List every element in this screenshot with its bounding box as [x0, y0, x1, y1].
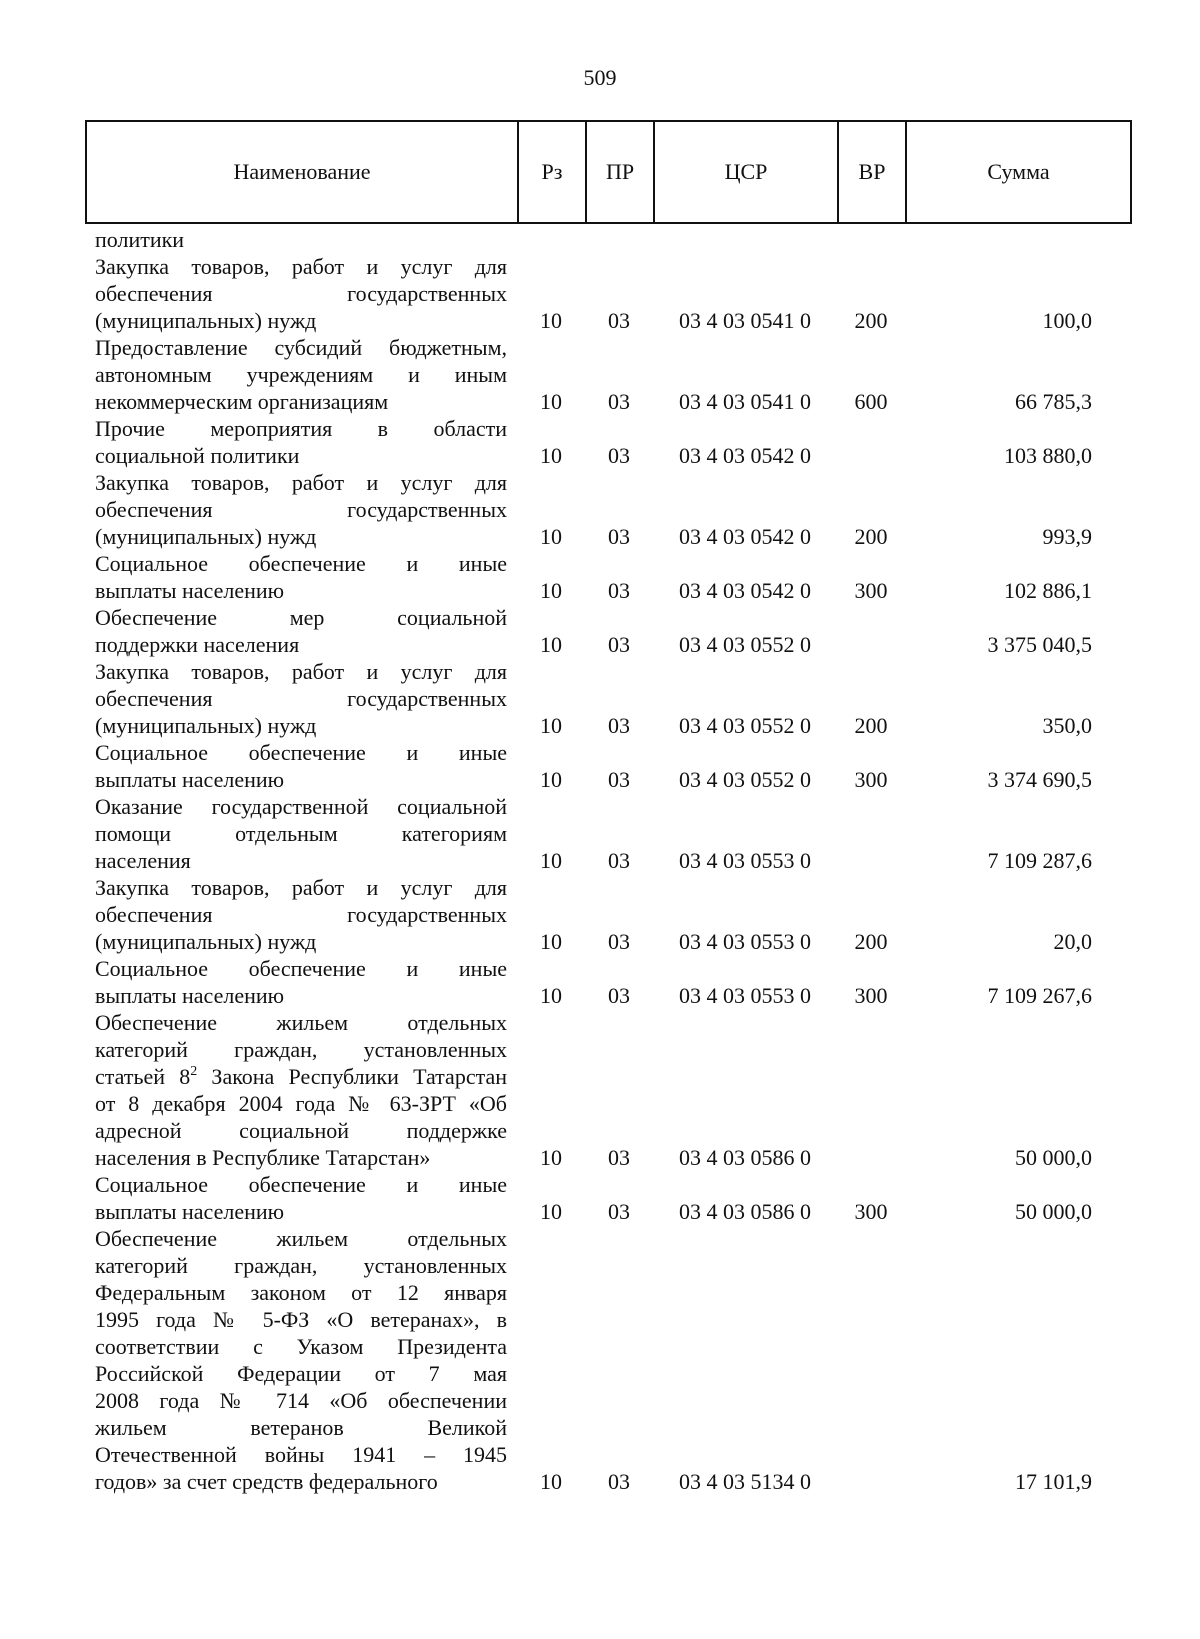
table-header	[85, 120, 1132, 224]
row-name-line: Социальное обеспечение и иные	[95, 740, 507, 765]
row-rz	[517, 226, 585, 253]
row-name-line: населения в Республике Татарстан»	[95, 1145, 431, 1170]
row-sum: 100,0	[1042, 308, 1092, 333]
row-name-line: Предоставление субсидий бюджетным,	[95, 335, 507, 360]
row-vr	[837, 415, 905, 469]
row-pr	[585, 226, 653, 253]
table-row	[85, 1225, 1130, 1495]
row-sum: 103 880,0	[1004, 443, 1092, 468]
row-rz: 10	[540, 848, 562, 873]
row-csr	[653, 226, 837, 253]
row-name-line: (муниципальных) нужд	[95, 524, 317, 549]
table-row	[85, 793, 1130, 874]
row-name-text: Закона Республики Татарстан	[197, 1064, 507, 1089]
row-name	[85, 955, 517, 1009]
row-sum: 7 109 287,6	[987, 848, 1092, 873]
row-name	[85, 1009, 517, 1171]
row-csr: 03 4 03 0542 0	[679, 578, 811, 603]
table-row	[85, 253, 1130, 334]
row-name	[85, 793, 517, 874]
row-name	[85, 1171, 517, 1225]
row-rz: 10	[540, 1145, 562, 1170]
row-name-line: категорий граждан, установленных	[95, 1253, 507, 1278]
table-row	[85, 874, 1130, 955]
row-sum: 350,0	[1042, 713, 1092, 738]
row-vr: 200	[854, 713, 888, 738]
row-name-line: обеспечения государственных	[95, 497, 507, 522]
row-name-text: статьей 8	[95, 1064, 191, 1089]
row-name-line: автономным учреждениям и иным	[95, 362, 507, 387]
column-header-rz: Рз	[518, 121, 586, 223]
row-name-line: Социальное обеспечение и иные	[95, 1172, 507, 1197]
row-csr: 03 4 03 5134 0	[679, 1469, 811, 1494]
row-rz: 10	[540, 389, 562, 414]
row-rz: 10	[540, 632, 562, 657]
row-vr: 200	[854, 929, 888, 954]
row-csr: 03 4 03 0541 0	[679, 389, 811, 414]
row-pr: 03	[608, 308, 630, 333]
table-row	[85, 739, 1130, 793]
column-header-sum: Сумма	[906, 121, 1131, 223]
row-name-line: адресной социальной поддержке	[95, 1118, 507, 1143]
row-sum: 3 374 690,5	[987, 767, 1092, 792]
row-pr: 03	[608, 713, 630, 738]
row-vr	[837, 226, 905, 253]
row-name-line: Обеспечение мер социальной	[95, 605, 507, 630]
row-name-line: выплаты населению	[95, 1199, 285, 1224]
row-name-line: 1995 года № 5-ФЗ «О ветеранах», в	[95, 1307, 507, 1332]
row-name-line: социальной политики	[95, 443, 300, 468]
row-vr	[837, 1009, 905, 1171]
table-row	[85, 955, 1130, 1009]
row-name-line: помощи отдельным категориям	[95, 821, 507, 846]
row-name	[85, 226, 517, 253]
budget-table	[85, 226, 1130, 1495]
row-name	[85, 469, 517, 550]
row-pr: 03	[608, 389, 630, 414]
row-rz: 10	[540, 1469, 562, 1494]
row-csr: 03 4 03 0542 0	[679, 443, 811, 468]
row-csr: 03 4 03 0553 0	[679, 848, 811, 873]
row-name-line: Оказание государственной социальной	[95, 794, 507, 819]
row-name-line: выплаты населению	[95, 767, 285, 792]
row-name-line: поддержки населения	[95, 632, 300, 657]
row-sum: 102 886,1	[1004, 578, 1092, 603]
row-name	[85, 550, 517, 604]
row-pr: 03	[608, 767, 630, 792]
row-sum	[905, 226, 1130, 253]
row-name-line	[95, 1063, 507, 1090]
row-vr	[837, 604, 905, 658]
row-pr: 03	[608, 848, 630, 873]
row-name-line: населения	[95, 848, 191, 873]
row-vr: 600	[854, 389, 888, 414]
row-name-line: обеспечения государственных	[95, 281, 507, 306]
row-pr: 03	[608, 983, 630, 1008]
row-name-line: соответствии с Указом Президента	[95, 1334, 507, 1359]
row-name	[85, 874, 517, 955]
row-sum: 7 109 267,6	[987, 983, 1092, 1008]
row-name-line: Социальное обеспечение и иные	[95, 551, 507, 576]
row-name-line: Обеспечение жильем отдельных	[95, 1226, 507, 1251]
row-name-line: Российской Федерации от 7 мая	[95, 1361, 507, 1386]
row-rz: 10	[540, 929, 562, 954]
table-row	[85, 226, 1130, 253]
row-name	[85, 658, 517, 739]
row-pr: 03	[608, 524, 630, 549]
row-sum: 20,0	[1053, 929, 1092, 954]
row-name-line: годов» за счет средств федерального	[95, 1469, 438, 1494]
table-row	[85, 658, 1130, 739]
row-rz: 10	[540, 713, 562, 738]
row-name	[85, 1225, 517, 1495]
row-sum: 66 785,3	[1015, 389, 1092, 414]
row-name	[85, 334, 517, 415]
row-pr: 03	[608, 1199, 630, 1224]
table-row	[85, 604, 1130, 658]
row-name	[85, 739, 517, 793]
row-pr: 03	[608, 1469, 630, 1494]
row-rz: 10	[540, 443, 562, 468]
row-csr: 03 4 03 0586 0	[679, 1145, 811, 1170]
row-csr: 03 4 03 0586 0	[679, 1199, 811, 1224]
row-rz: 10	[540, 578, 562, 603]
row-vr: 200	[854, 308, 888, 333]
row-sum: 17 101,9	[1015, 1469, 1092, 1494]
table-row	[85, 415, 1130, 469]
row-name-line: от 8 декабря 2004 года № 63-ЗРТ «Об	[95, 1091, 507, 1116]
row-name-line: Закупка товаров, работ и услуг для	[95, 659, 507, 684]
column-header-pr: ПР	[586, 121, 654, 223]
row-name-line: выплаты населению	[95, 578, 285, 603]
row-vr: 300	[854, 983, 888, 1008]
row-pr: 03	[608, 929, 630, 954]
row-name-line: (муниципальных) нужд	[95, 929, 317, 954]
row-rz: 10	[540, 1199, 562, 1224]
row-name-line: Закупка товаров, работ и услуг для	[95, 875, 507, 900]
row-name-line: некоммерческим организациям	[95, 389, 389, 414]
row-name-line: Федеральным законом от 12 января	[95, 1280, 507, 1305]
table-row	[85, 334, 1130, 415]
row-pr: 03	[608, 632, 630, 657]
superscript: 2	[190, 1064, 198, 1079]
row-csr: 03 4 03 0553 0	[679, 983, 811, 1008]
row-name-line: (муниципальных) нужд	[95, 713, 317, 738]
table-row	[85, 1171, 1130, 1225]
row-vr	[837, 793, 905, 874]
row-name-line: Обеспечение жильем отдельных	[95, 1010, 507, 1035]
row-csr: 03 4 03 0541 0	[679, 308, 811, 333]
row-csr: 03 4 03 0552 0	[679, 713, 811, 738]
row-name-line: Социальное обеспечение и иные	[95, 956, 507, 981]
row-name-line: Прочие мероприятия в области	[95, 416, 507, 441]
row-name-line: обеспечения государственных	[95, 686, 507, 711]
row-pr: 03	[608, 443, 630, 468]
row-name-line: категорий граждан, установленных	[95, 1037, 507, 1062]
row-vr: 200	[854, 524, 888, 549]
row-name-line: (муниципальных) нужд	[95, 308, 317, 333]
row-name	[85, 415, 517, 469]
row-name-line: Отечественной войны 1941 – 1945	[95, 1442, 507, 1467]
row-sum: 50 000,0	[1015, 1145, 1092, 1170]
row-name-line: Закупка товаров, работ и услуг для	[95, 470, 507, 495]
row-name-line: обеспечения государственных	[95, 902, 507, 927]
row-name-line: 2008 года № 714 «Об обеспечении	[95, 1388, 507, 1413]
row-name-line: Закупка товаров, работ и услуг для	[95, 254, 507, 279]
row-vr: 300	[854, 767, 888, 792]
row-csr: 03 4 03 0552 0	[679, 767, 811, 792]
table-row	[85, 1009, 1130, 1171]
row-pr: 03	[608, 1145, 630, 1170]
row-vr: 300	[854, 1199, 888, 1224]
row-rz: 10	[540, 308, 562, 333]
row-name-line: выплаты населению	[95, 983, 285, 1008]
row-pr: 03	[608, 578, 630, 603]
row-sum: 50 000,0	[1015, 1199, 1092, 1224]
row-rz: 10	[540, 983, 562, 1008]
table-row	[85, 550, 1130, 604]
table-row	[85, 469, 1130, 550]
row-vr	[837, 1225, 905, 1495]
column-header-name: Наименование	[86, 121, 518, 223]
column-header-csr: ЦСР	[654, 121, 838, 223]
row-vr: 300	[854, 578, 888, 603]
row-name-line: жильем ветеранов Великой	[95, 1415, 507, 1440]
row-name	[85, 604, 517, 658]
row-name	[85, 253, 517, 334]
row-csr: 03 4 03 0553 0	[679, 929, 811, 954]
row-rz: 10	[540, 524, 562, 549]
page-number: 509	[583, 65, 617, 90]
row-rz: 10	[540, 767, 562, 792]
row-csr: 03 4 03 0542 0	[679, 524, 811, 549]
row-csr: 03 4 03 0552 0	[679, 632, 811, 657]
column-header-vr: ВР	[838, 121, 906, 223]
row-sum: 3 375 040,5	[987, 632, 1092, 657]
row-sum: 993,9	[1042, 524, 1092, 549]
row-name-line: политики	[95, 227, 185, 252]
